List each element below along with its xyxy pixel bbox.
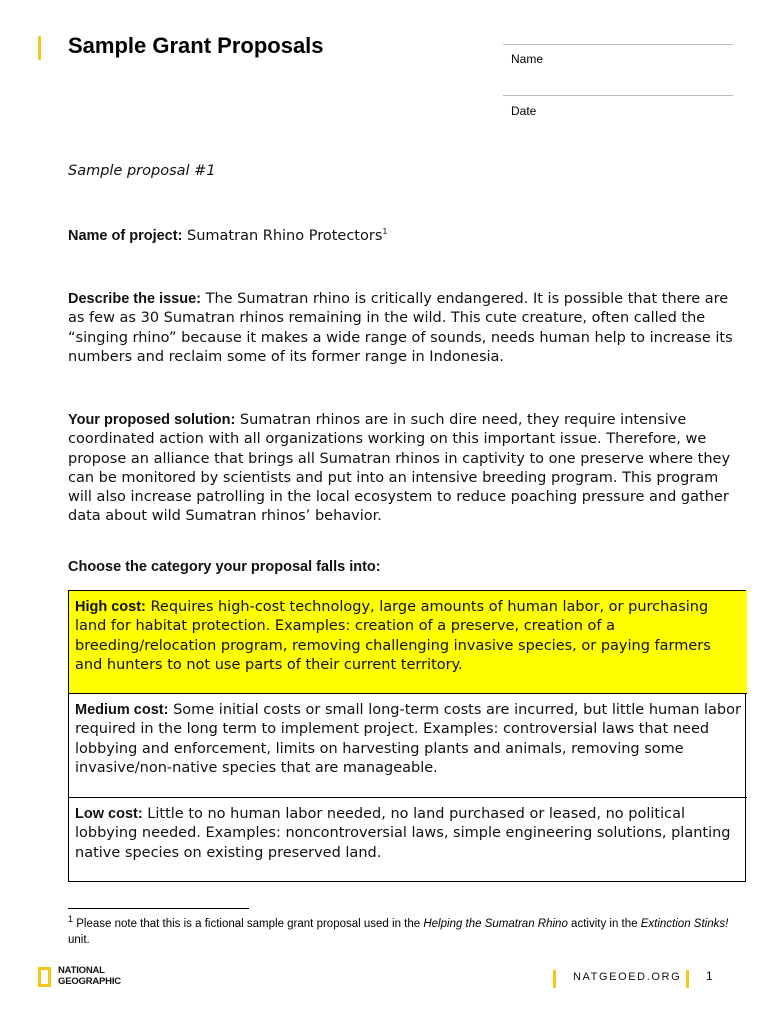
name-line (503, 95, 733, 96)
title-accent-bar (38, 36, 41, 60)
proposal-subtitle: Sample proposal #1 (68, 163, 216, 179)
footer-site[interactable]: NATGEOED.ORG (573, 971, 682, 983)
footnote-activity: Helping the Sumatran Rhino (423, 918, 568, 930)
project-value: Sumatran Rhino Protectors (187, 228, 383, 244)
logo-line-1: NATIONAL (58, 965, 105, 976)
footnote-text-before: Please note that this is a fictional sample grant proposal used in the (76, 918, 421, 930)
footnote-number: 1 (68, 914, 74, 925)
page-title: Sample Grant Proposals (68, 33, 324, 58)
category-prompt-text: Choose the category your proposal falls into: (68, 559, 381, 575)
project-name-line (68, 227, 744, 246)
issue-label: Describe the issue: (68, 291, 201, 307)
footnote-unit: Extinction Stinks! (640, 918, 729, 930)
category-high-text: Requires high-cost technology, large amounts of human labor, or purchasing land for habitat protection. Examples: creation of a preserve, creation of a breeding/relocation program, removing challenging invasive species, or paying farmers and hunters to not use parts of their current territory. (75, 599, 711, 673)
solution-paragraph (68, 411, 744, 527)
issue-text: The Sumatran rhino is critically endangered. It is possible that there are as few as 30 Sumatran rhinos remaining in the wild. This cute creature, often called the “singing rhino” because it makes a wide range of sounds, needs human help to increase its numbers and reclaim some of its former range in Indonesia. (68, 291, 733, 365)
category-medium-text: Some initial costs or small long-term costs are incurred, but little human labor required in the long term to implement project. Examples: controversial laws that need lobbying and enforcement, limits on harvesting plants and animals, removing some invasive/non-native species that are manageable. (75, 702, 741, 776)
footnote-divider (68, 908, 249, 909)
category-high-cost[interactable] (69, 591, 747, 694)
footnote (68, 914, 744, 948)
name-top-rule (503, 44, 733, 45)
category-table (68, 590, 746, 882)
natgeo-logo-text (58, 966, 121, 987)
date-label: Date (511, 104, 537, 118)
category-low-text: Little to no human labor needed, no land purchased or leased, no political lobbying needed. Examples: noncontroversial laws, simple engineering solutions, planting native species on existing preserved land. (75, 806, 731, 861)
footnote-text-middle: activity in the (571, 918, 638, 930)
natgeo-logo-icon (38, 967, 51, 987)
footnote-ref: 1 (382, 227, 388, 237)
category-medium-label: Medium cost: (75, 702, 169, 718)
footer-accent-bar-right (686, 970, 689, 988)
name-label: Name (511, 52, 544, 66)
solution-label: Your proposed solution: (68, 412, 236, 428)
logo-line-2: GEOGRAPHIC (58, 975, 121, 987)
solution-text: Sumatran rhinos are in such dire need, they require intensive coordinated action with all organizations working on this important issue. Therefore, we propose an alliance that brings all Sumatran rhinos in captivity to one preserve where they can be monitored by scientists and put into an intensive breeding program. This program will also increase patrolling in the local ecosystem to reduce poaching pressure and gather data about wild Sumatran rhinos’ behavior. (68, 412, 731, 525)
page-number: 1 (706, 969, 713, 983)
category-low-cost[interactable] (69, 798, 747, 881)
project-label: Name of project: (68, 228, 183, 244)
issue-paragraph (68, 290, 744, 367)
footnote-text-after: unit. (68, 933, 90, 946)
category-high-label: High cost: (75, 599, 146, 615)
category-medium-cost[interactable] (69, 694, 747, 798)
category-low-label: Low cost: (75, 806, 143, 822)
category-prompt (68, 558, 744, 577)
footer-accent-bar-left (553, 970, 556, 988)
